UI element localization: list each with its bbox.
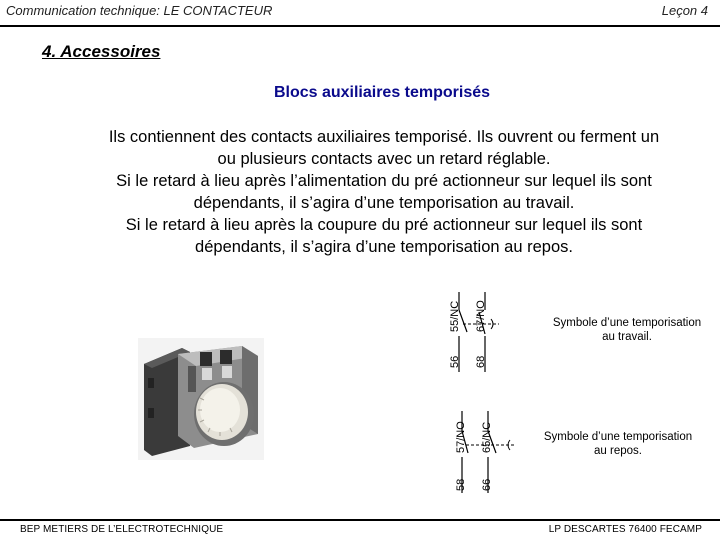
header-divider bbox=[0, 25, 720, 27]
footer-right-text: LP DESCARTES 76400 FECAMP bbox=[548, 524, 702, 535]
footer-left-text: BEP METIERS DE L’ELECTROTECHNIQUE bbox=[20, 524, 224, 535]
symbol-rest-caption bbox=[533, 430, 703, 458]
paragraph-line: Si le retard à lieu après la coupure du pré actionneur sur lequel ils sont bbox=[125, 216, 643, 234]
paragraph-line: dépendants, il s’agira d’une temporisation au travail. bbox=[193, 194, 575, 212]
symbol-work-diagram bbox=[445, 286, 501, 378]
caption-line: Symbole d’une temporisation bbox=[552, 317, 702, 329]
symbol-work-terminal-label: 56 bbox=[449, 355, 461, 368]
header-lesson-number: Leçon 4 bbox=[661, 3, 708, 18]
footer-divider bbox=[0, 519, 720, 521]
symbol-work-contact-label: 67/NO bbox=[475, 300, 487, 332]
symbol-rest-contact-label: 57/NO bbox=[455, 421, 467, 453]
paragraph-line: dépendants, il s’agira d’une temporisation au repos. bbox=[195, 238, 573, 256]
caption-line: Symbole d’une temporisation bbox=[543, 431, 693, 443]
symbol-rest-contact-label: 65/NC bbox=[481, 421, 493, 453]
symbol-rest-terminal-label: 58 bbox=[455, 478, 467, 491]
header-left-title: Communication technique: LE CONTACTEUR bbox=[6, 3, 273, 18]
symbol-rest-terminal-label: 66 bbox=[481, 478, 493, 491]
paragraph-line: ou plusieurs contacts avec un retard réglable. bbox=[217, 150, 551, 168]
symbol-work-contact-label: 55/NC bbox=[449, 300, 461, 332]
body-paragraph bbox=[72, 126, 696, 258]
paragraph-line: Si le retard à lieu après l’alimentation du pré actionneur sur lequel ils sont bbox=[116, 172, 652, 190]
symbol-work-caption bbox=[527, 316, 720, 344]
caption-line: au repos. bbox=[594, 445, 642, 457]
symbol-rest-diagram bbox=[452, 405, 522, 497]
timer-block-photo bbox=[138, 338, 264, 460]
subtitle: Blocs auxiliaires temporisés bbox=[273, 84, 491, 101]
caption-line: au travail. bbox=[602, 331, 652, 343]
paragraph-line: Ils contiennent des contacts auxiliaires temporisé. Ils ouvrent ou ferment un bbox=[108, 128, 660, 146]
section-title: 4. Accessoires bbox=[42, 42, 161, 61]
symbol-work-terminal-label: 68 bbox=[475, 355, 487, 368]
